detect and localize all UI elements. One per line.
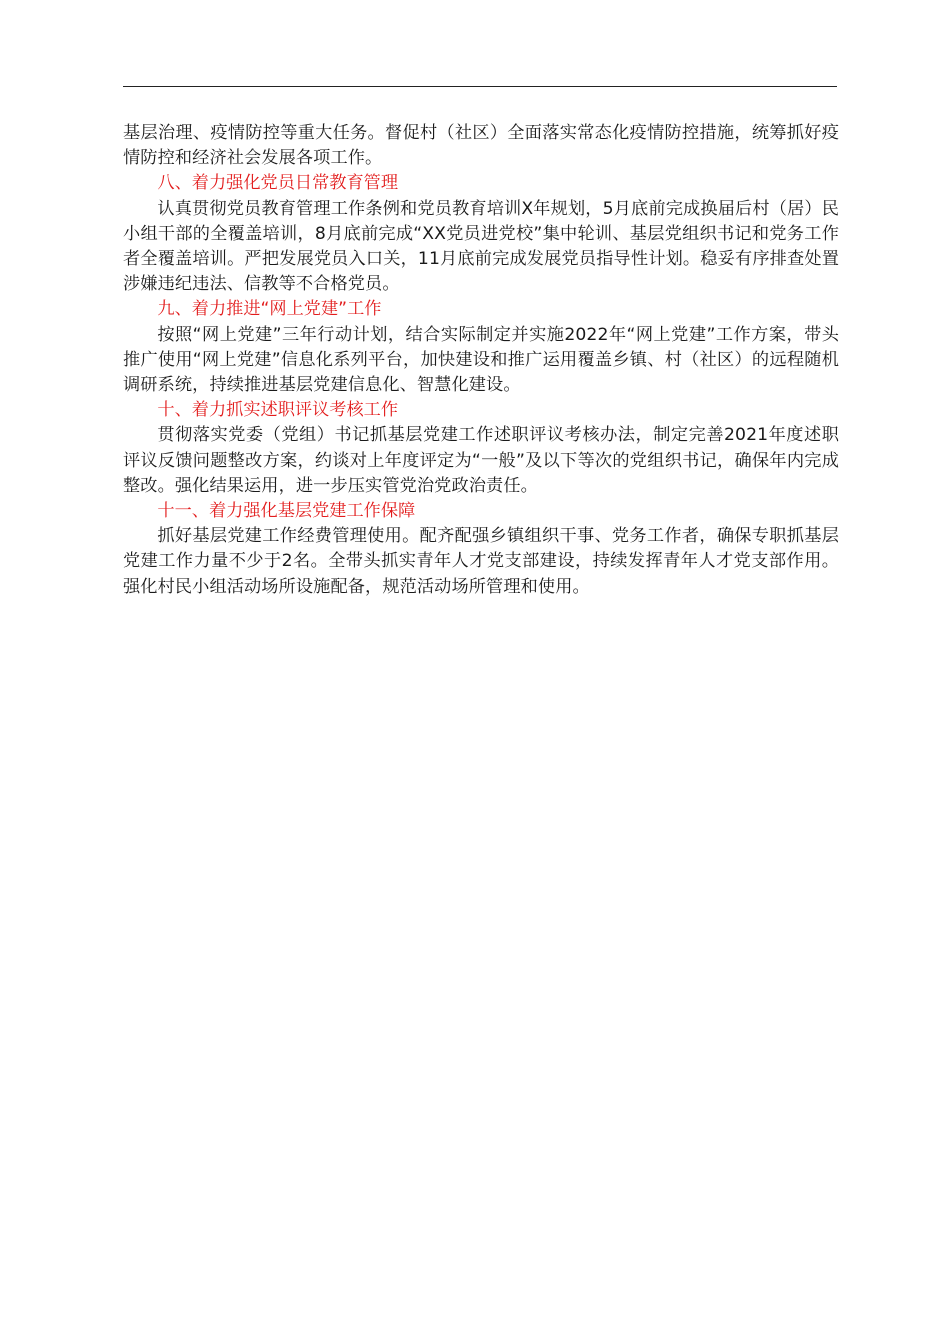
section-heading-8: 八、着力强化党员日常教育管理 — [157, 173, 399, 194]
section-heading-11: 十一、着力强化基层党建工作保障 — [157, 501, 416, 522]
section-body-9: 按照“网上党建”三年行动计划，结合实际制定并实施2022年“网上党建”工作方案，带头推广使用“网上党建”信息化系列平台，加快建设和推广运用覆盖乡镇、村（社区）的远程随机调研系统，持续推进基层党建信息化、智慧化建设。 — [123, 324, 839, 396]
section-body-8: 认真贯彻党员教育管理工作条例和党员教育培训X年规划，5月底前完成换届后村（居）民小组干部的全覆盖培训，8月底前完成“XX党员进党校”集中轮训、基层党组织书记和党务工作者全覆盖培训。严把发展党员入口关，11月底前完成发展党员指导性计划。稳妥有序排查处置涉嫌违纪违法、信教等不合格党员。 — [123, 198, 839, 295]
section-heading-9: 九、着力推进“网上党建”工作 — [157, 299, 382, 320]
section-body-11: 抓好基层党建工作经费管理使用。配齐配强乡镇组织干事、党务工作者，确保专职抓基层党建工作力量不少于2名。全带头抓实青年人才党支部建设，持续发挥青年人才党支部作用。强化村民小组活动场所设施配备，规范活动场所管理和使用。 — [123, 526, 839, 597]
intro-paragraph: 基层治理、疫情防控等重大任务。督促村（社区）全面落实常态化疫情防控措施，统筹抓好疫情防控和经济社会发展各项工作。 — [123, 123, 839, 169]
section-heading-10: 十、着力抓实述职评议考核工作 — [157, 400, 399, 421]
document-body — [123, 121, 839, 600]
section-body-10: 贯彻落实党委（党组）书记抓基层党建工作述职评议考核办法，制定完善2021年度述职评议反馈问题整改方案，约谈对上年度评定为“一般”及以下等次的党组织书记，确保年内完成整改。强化结果运用，进一步压实管党治党政治责任。 — [123, 425, 839, 496]
header-rule — [123, 86, 837, 87]
